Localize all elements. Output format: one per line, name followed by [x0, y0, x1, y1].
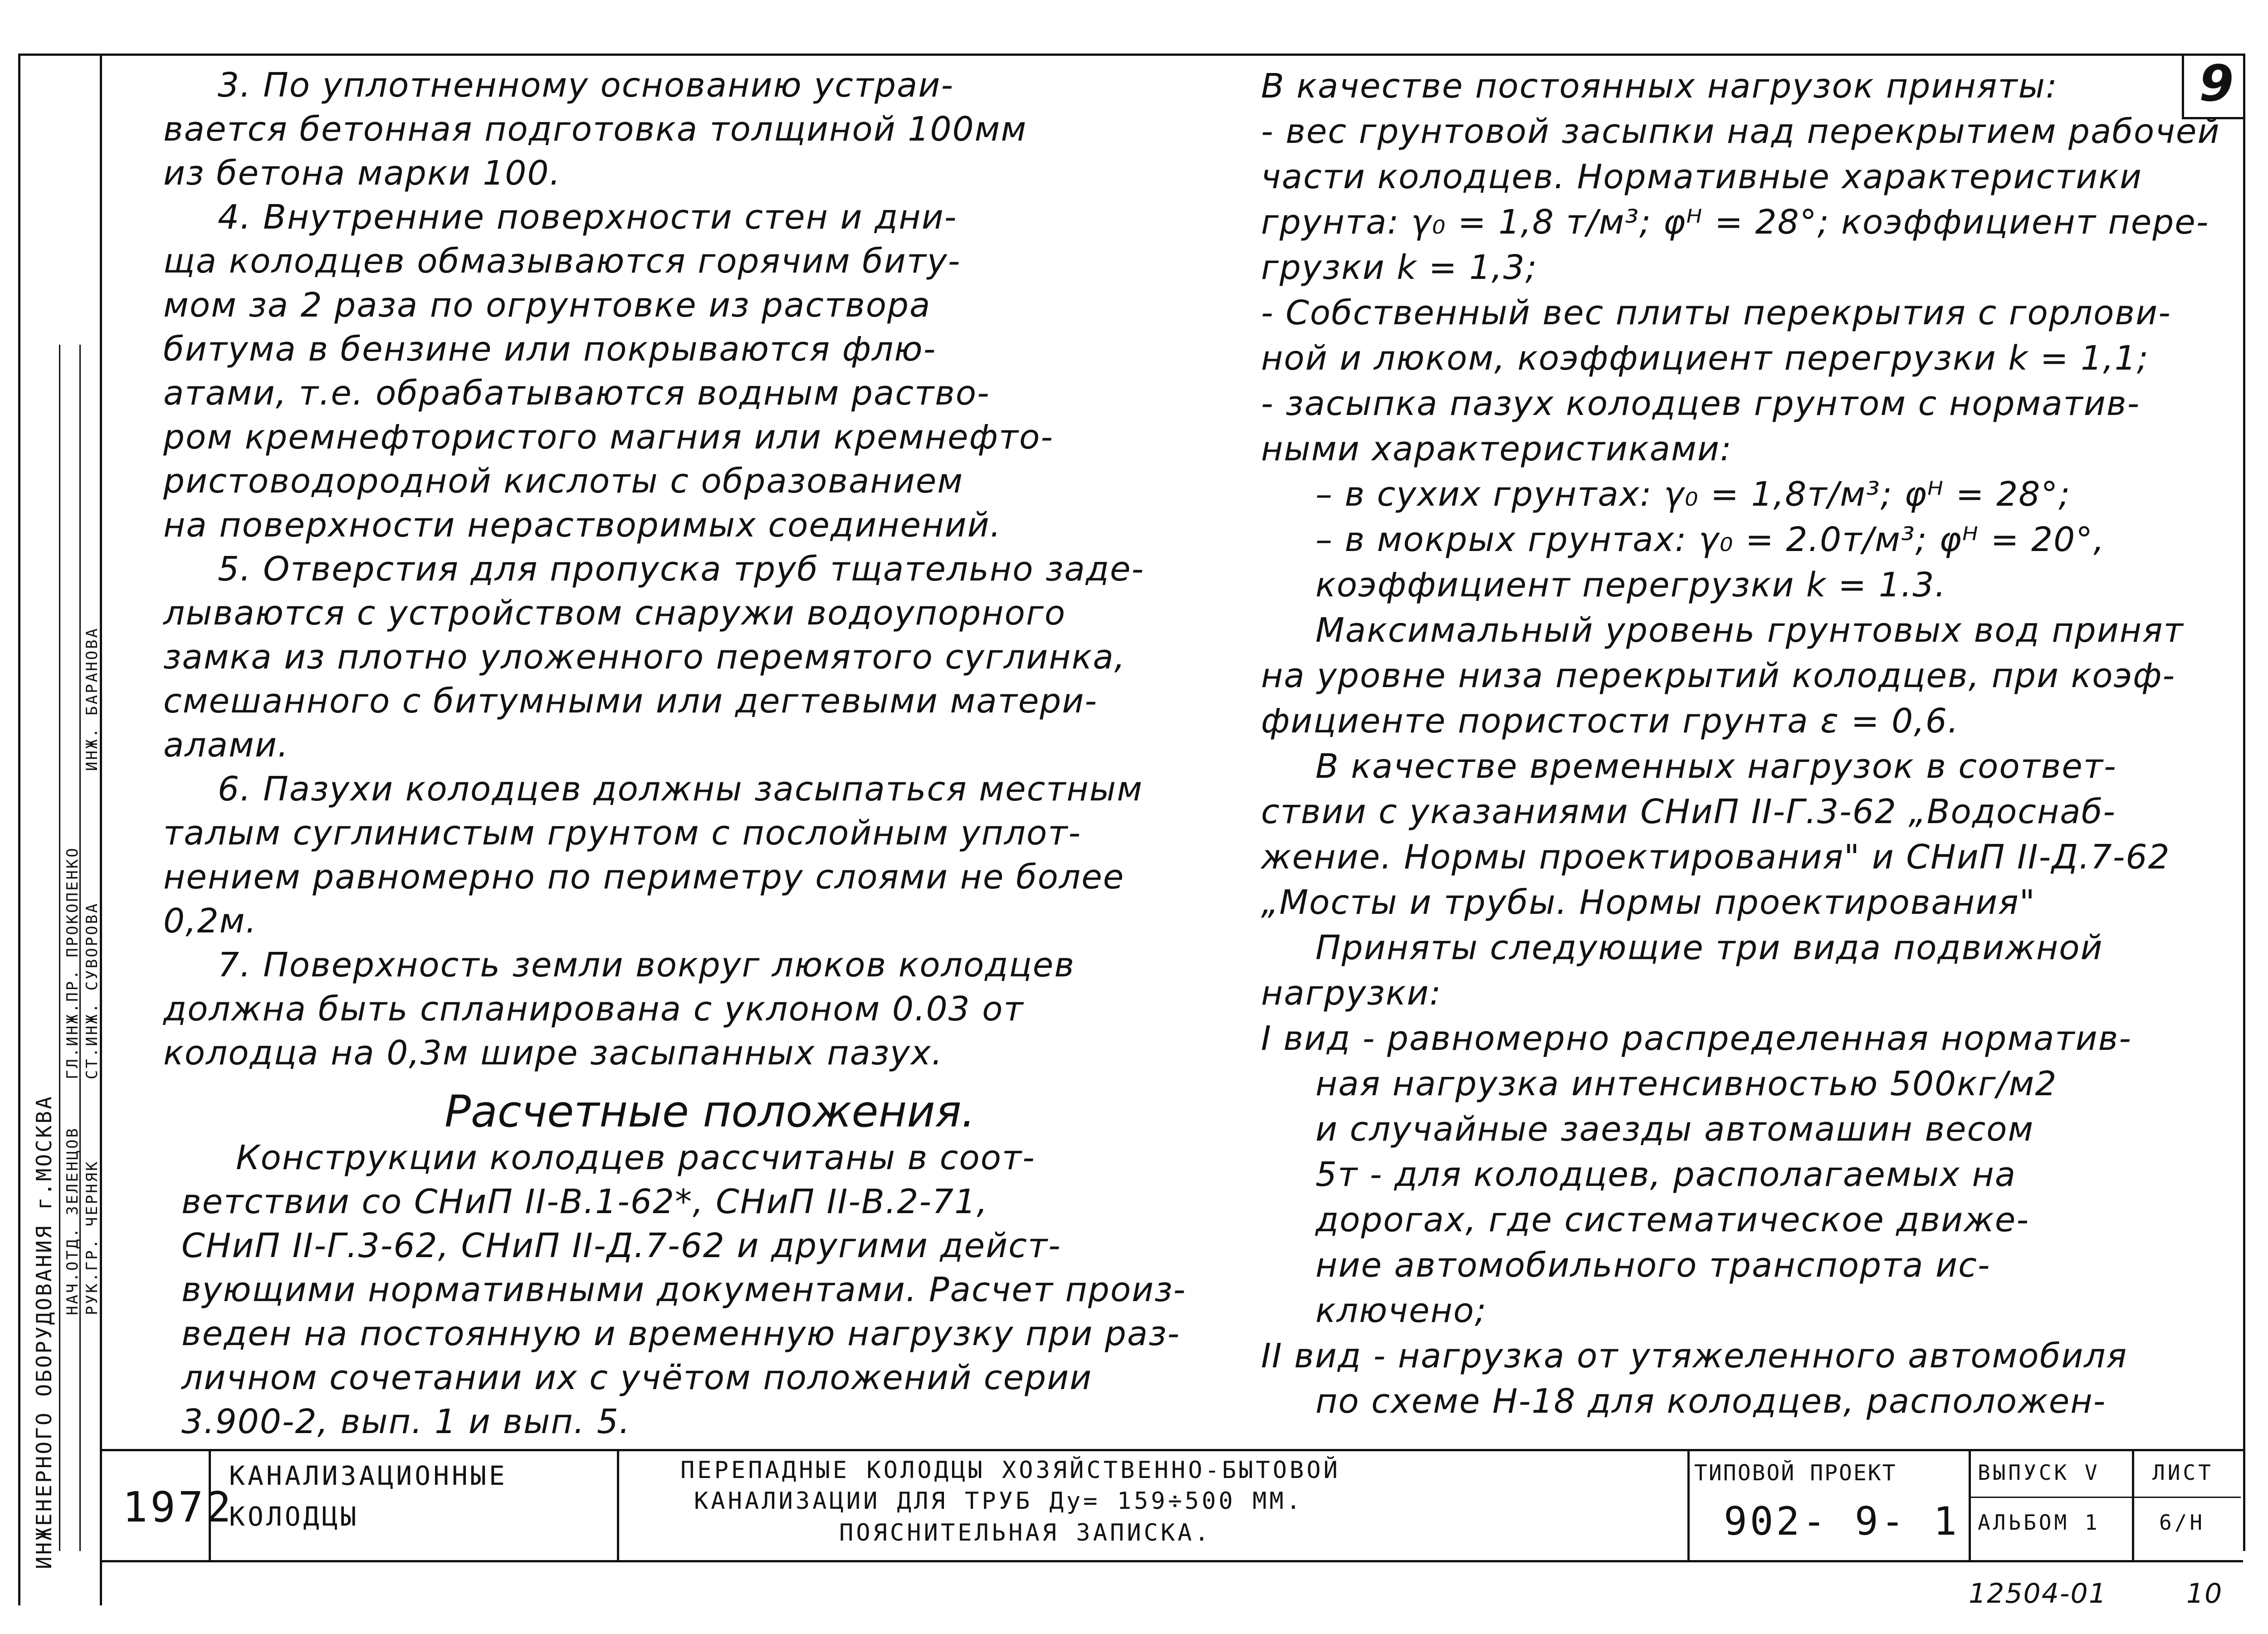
left-column-line: талым суглинистым грунтом с послойным уплот- [163, 814, 1081, 853]
left-column-line: 7. Поверхность земли вокруг люков колодцев [218, 946, 1075, 985]
left-column-2-line: 3.900-2, вып. 1 и вып. 5. [181, 1402, 631, 1441]
stamp-sheet-value: 6/Н [2159, 1510, 2205, 1535]
left-column-2-line: Конструкции колодцев рассчитаны в соот- [236, 1138, 1036, 1177]
right-column-line: ная нагрузка интенсивностью 500кг/м2 [1315, 1064, 2058, 1103]
title-divider-h [1969, 1497, 2241, 1498]
section-heading: Расчетные положения. [445, 1086, 975, 1137]
stamp-issue-label: ВЫПУСК V [1978, 1460, 2100, 1485]
side-person-5: ИНЖ. БАРАНОВА [83, 626, 101, 771]
left-column-line: 5. Отверстия для пропуска труб тщательно заде- [218, 550, 1145, 589]
top-border-line [18, 54, 2245, 56]
left-column-line: ща колодцев обмазываются горячим биту- [163, 242, 961, 281]
right-column-text [1261, 63, 2220, 1424]
left-column-2-line: ветствии со СНиП II-В.1-62*, СНиП II-В.2-71, [181, 1182, 988, 1221]
left-column-text-2 [181, 1136, 1186, 1444]
title-divider-2 [617, 1449, 619, 1560]
left-column-line: на поверхности нерастворимых соединений. [163, 506, 1002, 545]
left-column-line: должна быть спланирована с уклоном 0.03 от [163, 990, 1024, 1029]
stamp-sheet-label: ЛИСТ [2152, 1460, 2214, 1485]
left-column-2-line: личном сочетании их с учётом положений серии [181, 1358, 1093, 1397]
right-column-line: части колодцев. Нормативные характеристики [1261, 157, 2142, 196]
right-column-line: ной и люком, коэффициент перегрузки k = 1,1; [1261, 339, 2149, 378]
stamp-title-mid-2: КАНАЛИЗАЦИИ ДЛЯ ТРУБ Ду= 159÷500 ММ. [694, 1488, 1304, 1515]
right-column-line: – в мокрых грунтах: γ₀ = 2.0т/м³; φᴴ = 20°, [1315, 520, 2105, 559]
left-column-line: ром кремнефтористого магния или кремнефто- [163, 418, 1054, 457]
right-column-line: по схеме Н-18 для колодцев, расположен- [1315, 1382, 2107, 1421]
right-column-line: грунта: γ₀ = 1,8 т/м³; φᴴ = 28°; коэффициент пере- [1261, 203, 2209, 242]
left-column-line: 0,2м. [163, 902, 258, 941]
left-column-line: алами. [163, 726, 289, 765]
left-column-line: 4. Внутренние поверхности стен и дни- [218, 198, 958, 237]
right-column-line: – в сухих грунтах: γ₀ = 1,8т/м³; φᴴ = 28°; [1315, 475, 2071, 514]
left-column-line: колодца на 0,3м шире засыпанных пазух. [163, 1034, 943, 1073]
page-left-edge [18, 54, 20, 1605]
left-column-line: из бетона марки 100. [163, 154, 561, 193]
right-column-line: грузки k = 1,3; [1261, 248, 1538, 287]
title-divider-5 [2132, 1449, 2134, 1560]
right-column-line: I вид - равномерно распределенная норматив- [1261, 1019, 2132, 1058]
left-column-line: смешанного с битумными или дегтевыми матери- [163, 682, 1098, 721]
right-column-line: ключено; [1315, 1291, 1487, 1330]
right-column-line: ствии с указаниями СНиП II-Г.3-62 „Водоснаб- [1261, 792, 2116, 831]
title-divider-4 [1969, 1449, 1971, 1560]
stamp-title-left-2: КОЛОДЦЫ [229, 1501, 359, 1532]
right-column-line: В качестве временных нагрузок в соответ- [1315, 747, 2117, 786]
stamp-title-mid-1: ПЕРЕПАДНЫЕ КОЛОДЦЫ ХОЗЯЙСТВЕННО-БЫТОВОЙ [680, 1457, 1340, 1484]
right-column-line: жение. Нормы проектирования" и СНиП II-Д.7-62 [1261, 838, 2170, 877]
left-column-line: замка из плотно уложенного перемятого суглинка, [163, 638, 1126, 677]
right-column-line: В качестве постоянных нагрузок приняты: [1261, 67, 2058, 106]
left-column-text [163, 63, 1144, 1075]
left-column-line: 3. По уплотненному основанию устраи- [218, 66, 954, 105]
right-column-line: Максимальный уровень грунтовых вод принят [1315, 611, 2184, 650]
page-number: 9 [2199, 54, 2234, 112]
left-column-line: мом за 2 раза по огрунтовке из раствора [163, 286, 931, 325]
right-column-line: и случайные заезды автомашин весом [1315, 1110, 2034, 1149]
right-column-line: - Собственный вес плиты перекрытия с горлови- [1261, 293, 2171, 332]
right-column-line: - засыпка пазух колодцев грунтом с норматив- [1261, 384, 2141, 423]
stamp-project-label: ТИПОВОЙ ПРОЕКТ [1694, 1460, 1897, 1486]
title-divider-3 [1687, 1449, 1690, 1560]
right-column-line: ние автомобильного транспорта ис- [1315, 1246, 1991, 1285]
right-column-line: „Мосты и трубы. Нормы проектирования" [1261, 883, 2036, 922]
right-column-line: коэффициент перегрузки k = 1.3. [1315, 566, 1947, 605]
right-column-line: Приняты следующие три вида подвижной [1315, 928, 2103, 967]
right-column-line: на уровне низа перекрытий колодцев, при коэф- [1261, 656, 2176, 695]
left-column-line: нением равномерно по периметру слоями не более [163, 858, 1125, 897]
right-border-line [2243, 54, 2245, 1551]
right-column-line: II вид - нагрузка от утяжеленного автомобиля [1261, 1336, 2128, 1375]
stamp-title-mid-3: ПОЯСНИТЕЛЬНАЯ ЗАПИСКА. [839, 1519, 1212, 1546]
stamp-title-left-1: КАНАЛИЗАЦИОННЫЕ [229, 1460, 508, 1491]
stamp-project-number: 902- 9- 1 [1724, 1499, 1960, 1544]
right-column-line: 5т - для колодцев, располагаемых на [1315, 1155, 2017, 1194]
side-organization: ИНЖЕНЕРНОГО ОБОРУДОВАНИЯ г.МОСКВА [32, 1095, 56, 1569]
right-column-line: фициенте пористости грунта ε = 0,6. [1261, 702, 1960, 741]
right-column-line: нагрузки: [1261, 974, 1442, 1013]
side-divider-1 [59, 345, 60, 1551]
stamp-year: 1972 [122, 1483, 234, 1532]
left-column-line: лываются с устройством снаружи водоупорного [163, 594, 1066, 633]
right-column-line: ными характеристиками: [1261, 429, 1732, 468]
left-column-line: битума в бензине или покрываются флю- [163, 330, 937, 369]
left-column-line: 6. Пазухи колодцев должны засыпаться местным [218, 770, 1143, 809]
left-column-line: ристоводородной кислоты с образованием [163, 462, 964, 501]
left-column-line: атами, т.е. обрабатываются водным раство- [163, 374, 990, 413]
left-column-2-line: вующими нормативными документами. Расчет произ- [181, 1270, 1187, 1309]
stamp-album-label: АЛЬБОМ 1 [1978, 1510, 2100, 1535]
right-column-line: - вес грунтовой засыпки над перекрытием рабочей [1261, 112, 2220, 151]
doc-code: 12504-01 [1969, 1578, 2107, 1610]
doc-page: 10 [2186, 1578, 2223, 1610]
right-column-line: дорогах, где систематическое движе- [1315, 1200, 2030, 1239]
left-column-2-line: СНиП II-Г.3-62, СНиП II-Д.7-62 и другими дейст- [181, 1226, 1061, 1265]
side-person-3: РУК.ГР. ЧЕРНЯК [83, 1160, 101, 1315]
side-person-2: ГЛ.ИНЖ.ПР. ПРОКОПЕНКО [64, 846, 82, 1079]
left-column-2-line: веден на постоянную и временную нагрузку при раз- [181, 1314, 1181, 1353]
left-border-line [100, 54, 102, 1605]
left-column-line: вается бетонная подготовка толщиной 100мм [163, 110, 1027, 149]
side-person-4: СТ.ИНЖ. СУВОРОВА [83, 902, 101, 1079]
side-person-1: НАЧ.ОТД. ЗЕЛЕНЦОВ [64, 1127, 82, 1315]
